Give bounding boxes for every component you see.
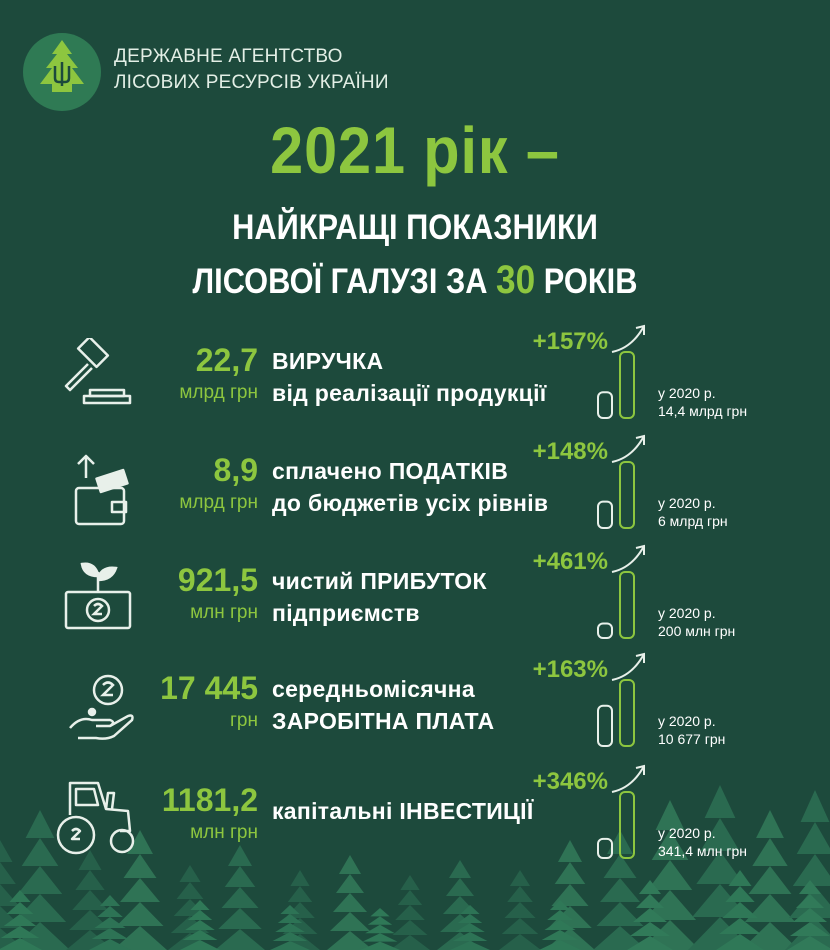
- tree-shape: [600, 878, 640, 902]
- comparison-bars: [594, 432, 654, 532]
- tree-shape: [801, 790, 830, 822]
- bar-2021: [620, 680, 634, 746]
- tree-shape: [228, 845, 252, 866]
- previous-year-value: 341,4 млн грн: [658, 843, 747, 859]
- previous-year-label: у 2020 р.: [658, 385, 716, 401]
- previous-year-label: у 2020 р.: [658, 605, 716, 621]
- tree-shape: [179, 865, 200, 882]
- tree-shape: [222, 887, 259, 908]
- previous-year-value: 14,4 млрд грн: [658, 403, 748, 419]
- gavel-icon: [58, 338, 136, 408]
- stat-unit: грн: [230, 710, 258, 731]
- bar-2020: [598, 392, 612, 418]
- tree-shape: [225, 866, 256, 887]
- tree-shape: [558, 840, 582, 862]
- stat-description-line2: підприємств: [272, 600, 420, 626]
- tree-shape: [365, 925, 395, 933]
- tree-shape: [215, 929, 265, 950]
- tree-shape: [648, 860, 692, 890]
- tree-shape: [793, 854, 830, 886]
- growth-arrow-icon: [612, 436, 644, 462]
- stat-unit: млрд грн: [179, 492, 258, 513]
- tree-shape: [393, 920, 428, 935]
- tree-shape: [552, 884, 589, 906]
- tree-shape: [705, 785, 736, 818]
- previous-year-value: 200 млн грн: [658, 623, 736, 639]
- money-sprout-icon: [62, 558, 134, 632]
- tree-shape: [218, 908, 262, 929]
- comparison-bars: [594, 650, 654, 750]
- hand-coin-icon: [66, 672, 140, 746]
- growth-percent: +157%: [532, 328, 608, 355]
- tree-shape: [363, 933, 398, 941]
- stat-unit: млрд грн: [179, 382, 258, 403]
- stat-description-line1: сплачено ПОДАТКІВ: [272, 458, 509, 484]
- tree-shape: [449, 860, 471, 878]
- tree-shape: [504, 902, 535, 918]
- growth-percent: +148%: [532, 438, 608, 465]
- wallet-icon: [72, 452, 134, 528]
- tree-shape: [100, 895, 120, 906]
- tree-shape: [0, 840, 12, 862]
- bar-2020: [598, 839, 612, 858]
- bar-2021: [620, 572, 634, 638]
- bar-2021: [620, 352, 634, 418]
- tree-shape: [555, 862, 586, 884]
- stat-description-line1: капітальні ІНВЕСТИЦІЇ: [272, 798, 534, 824]
- agency-logo: [22, 32, 102, 112]
- title-line2-start: ЛІСОВОЇ ГАЛУЗІ ЗА: [192, 262, 497, 301]
- title-highlight-30: 30: [496, 258, 536, 302]
- stat-description-line2: ЗАРОБІТНА ПЛАТА: [272, 708, 495, 734]
- growth-percent: +461%: [532, 548, 608, 575]
- comparison-bars: [594, 322, 654, 422]
- stat-description-line1: ВИРУЧКА: [272, 348, 384, 374]
- previous-year-label: у 2020 р.: [658, 495, 716, 511]
- tree-shape: [398, 890, 422, 905]
- bar-2021: [620, 792, 634, 858]
- growth-percent: +163%: [532, 656, 608, 683]
- tree-shape: [339, 855, 361, 874]
- tree-shape: [499, 934, 541, 950]
- stat-description-line2: до бюджетів усіх рівнів: [272, 490, 549, 516]
- tree-shape: [636, 894, 664, 908]
- bar-2021: [620, 462, 634, 528]
- tree-shape: [75, 870, 104, 890]
- stat-description-line1: середньомісячна: [272, 676, 475, 702]
- tree-shape: [446, 878, 474, 896]
- stat-description-line2: від реалізації продукції: [272, 380, 547, 406]
- tree-shape: [117, 902, 164, 926]
- previous-year-label: у 2020 р.: [658, 825, 716, 841]
- tree-shape: [749, 866, 792, 894]
- tractor-icon: [50, 775, 138, 857]
- title-year: 2021 рік –: [270, 113, 560, 187]
- tree-shape: [797, 822, 830, 854]
- comparison-bars: [594, 762, 654, 862]
- tree-shape: [502, 918, 539, 934]
- comparison-bars: [594, 542, 654, 642]
- bar-2020: [598, 502, 612, 528]
- growth-arrow-icon: [612, 326, 644, 352]
- stat-value: 17 445: [160, 670, 258, 706]
- tree-shape: [400, 875, 419, 890]
- bar-2020: [598, 706, 612, 746]
- tree-shape: [510, 870, 530, 886]
- tree-shape: [177, 882, 204, 899]
- agency-name-line2: ЛІСОВИХ РЕСУРСІВ УКРАЇНИ: [114, 72, 389, 93]
- tree-shape: [752, 838, 787, 866]
- tree-shape: [395, 905, 425, 920]
- tree-shape: [290, 870, 309, 886]
- growth-arrow-icon: [612, 546, 644, 572]
- stat-value: 22,7: [195, 342, 258, 378]
- bar-2020: [598, 623, 612, 638]
- tree-shape: [330, 912, 370, 931]
- previous-year-label: у 2020 р.: [658, 713, 716, 729]
- tree-shape: [507, 886, 533, 902]
- stat-unit: млн грн: [190, 822, 258, 843]
- tree-shape: [72, 890, 108, 910]
- stat-value: 8,9: [213, 452, 258, 488]
- growth-percent: +346%: [532, 768, 608, 795]
- tree-shape: [333, 893, 367, 912]
- tree-shape: [370, 908, 389, 916]
- tree-shape: [120, 878, 160, 902]
- growth-arrow-icon: [612, 654, 644, 680]
- previous-year-value: 10 677 грн: [658, 731, 726, 747]
- tree-shape: [597, 902, 644, 926]
- tree-shape: [0, 862, 16, 884]
- tree-shape: [18, 866, 62, 894]
- tree-shape: [390, 935, 430, 950]
- title-line1: НАЙКРАЩІ ПОКАЗНИКИ: [232, 208, 598, 247]
- title-line2-end: РОКІВ: [535, 262, 638, 301]
- agency-name-line1: ДЕРЖАВНЕ АГЕНТСТВО: [114, 46, 343, 67]
- stat-unit: млн грн: [190, 602, 258, 623]
- tree-shape: [368, 916, 392, 924]
- tree-shape: [288, 886, 312, 902]
- stat-value: 1181,2: [161, 782, 258, 818]
- tree-shape: [336, 874, 364, 893]
- growth-arrow-icon: [612, 766, 644, 792]
- tree-shape: [756, 810, 784, 838]
- tree-shape: [124, 854, 157, 878]
- previous-year-value: 6 млрд грн: [658, 513, 728, 529]
- title-line2: [50, 258, 780, 303]
- stat-description-line1: чистий ПРИБУТОК: [272, 568, 487, 594]
- stat-value: 921,5: [177, 562, 258, 598]
